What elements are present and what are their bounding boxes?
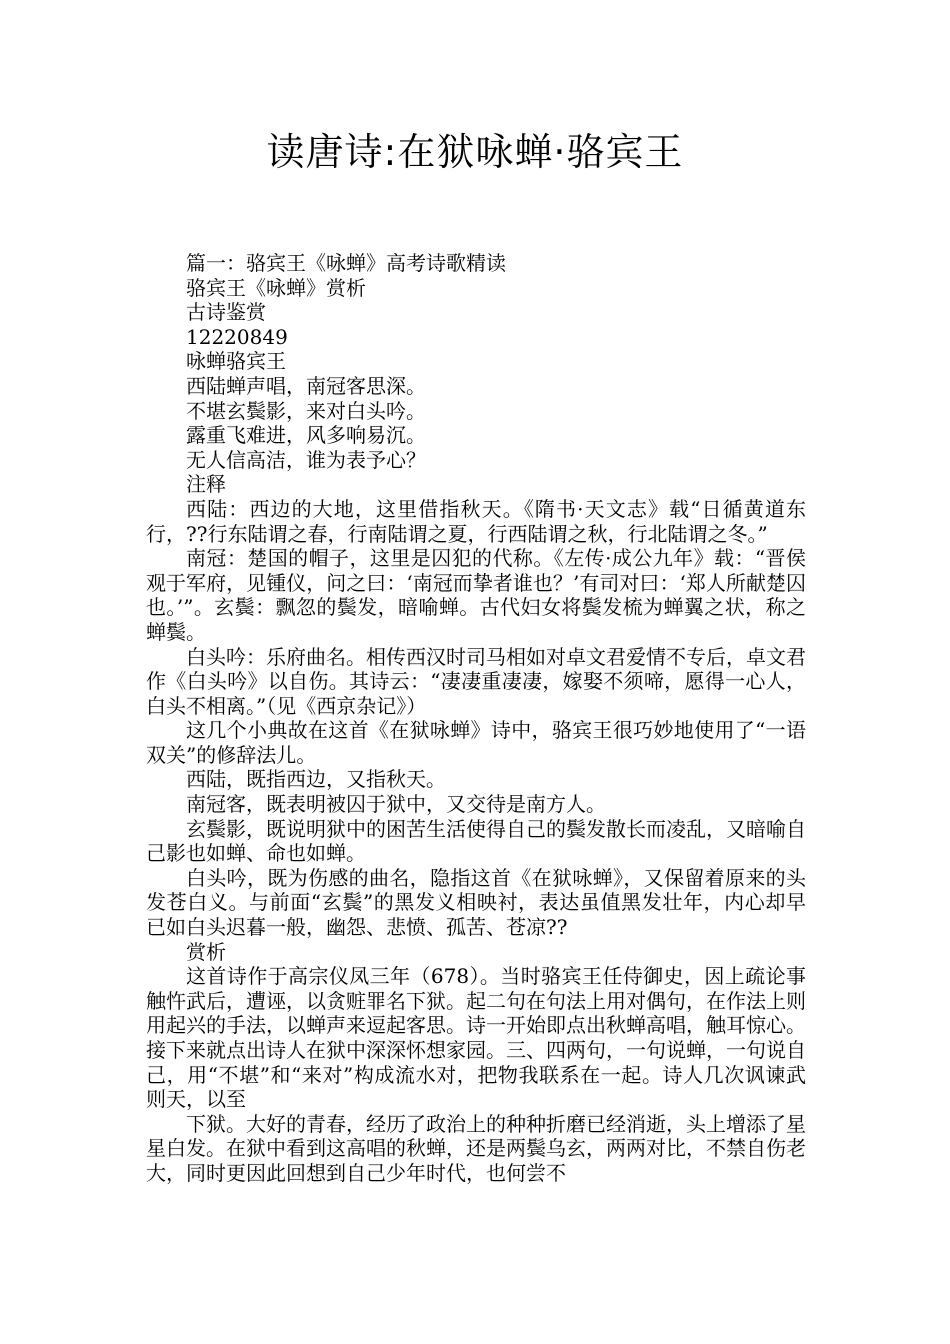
paragraph: 篇一：骆宾王《咏蝉》高考诗歌精读 <box>186 251 506 275</box>
paragraph: 无人信高洁，谁为表予心？ <box>186 447 426 472</box>
paragraph: 这首诗作于高宗仪凤三年（678）。当时骆宾王任侍御史，因上疏论事触忤武后，遭诬，以贪赃罪名下狱。起二句在句法上用对偶句，在作法上则用起兴的手法，以蝉声来逗起客思。诗一开始即点出秋蝉高唱，触耳惊心。接下来就点出诗人在狱中深深怀想家园。三、四两句，一句说蝉，一句说自己，用“不堪”和“来对”构成流水对，把物我联系在一起。诗人几次讽谏武则天，以至 <box>146 964 806 1112</box>
paragraph: 露重飞难进，风多响易沉。 <box>186 423 426 448</box>
paragraph: 南冠客，既表明被囚于狱中，又交待是南方人。 <box>186 792 606 817</box>
page-title: 读唐诗:在狱咏蝉·骆宾王 <box>266 130 684 174</box>
paragraph: 古诗鉴赏 <box>186 300 266 325</box>
paragraph: 这几个小典故在这首《在狱咏蝉》诗中，骆宾王很巧妙地使用了“一语双关”的修辞法儿。 <box>146 718 806 767</box>
paragraph: 下狱。大好的青春，经历了政治上的种种折磨已经消逝，头上增添了星星白发。在狱中看到这高唱的秋蝉，还是两鬓乌玄，两两对比，不禁自伤老大，同时更因此回想到自己少年时代，也何尝不 <box>146 1111 806 1185</box>
paragraph: 西陆蝉声唱，南冠客思深。 <box>186 373 426 398</box>
paragraph: 白头吟：乐府曲名。相传西汉时司马相如对卓文君爱情不专后，卓文君作《白头吟》以自伤。其诗云：“凄凄重凄凄，嫁娶不须啼，愿得一心人，白头不相离。”（见《西京杂记》） <box>146 644 806 718</box>
paragraph: 12220849 <box>186 324 288 349</box>
document-body <box>146 251 806 1186</box>
paragraph: 骆宾王《咏蝉》赏析 <box>186 275 366 300</box>
paragraph: 赏析 <box>186 939 226 964</box>
paragraph: 西陆：西边的大地，这里借指秋天。《隋书·天文志》载“日循黄道东行，??行东陆谓之春，行南陆谓之夏，行西陆谓之秋，行北陆谓之冬。” <box>146 496 806 546</box>
paragraph: 南冠：楚国的帽子，这里是囚犯的代称。《左传·成公九年》载：“晋侯观于军府，见锺仪，问之曰：‘南冠而挚者谁也？’有司对曰：‘郑人所献楚囚也。’”。玄鬓：飘忽的鬓发，暗喻蝉。古代妇女将鬓发梳为蝉翼之状，称之蝉鬓。 <box>146 546 806 644</box>
paragraph: 咏蝉骆宾王 <box>186 349 286 374</box>
paragraph: 玄鬓影，既说明狱中的困苦生活使得自己的鬓发散长而凌乱，又暗喻自己影也如蝉、命也如蝉。 <box>146 816 806 866</box>
paragraph: 白头吟，既为伤感的曲名，隐指这首《在狱咏蝉》，又保留着原来的头发苍白义。与前面“玄鬓”的黑发义相映衬，表达虽值黑发壮年，内心却早已如白头迟暮一般，幽怨、悲愤、孤苦、苍凉?? <box>146 865 806 940</box>
paragraph: 注释 <box>186 472 226 497</box>
paragraph: 不堪玄鬓影，来对白头吟。 <box>186 398 426 423</box>
paragraph: 西陆，既指西边，又指秋天。 <box>186 767 446 792</box>
